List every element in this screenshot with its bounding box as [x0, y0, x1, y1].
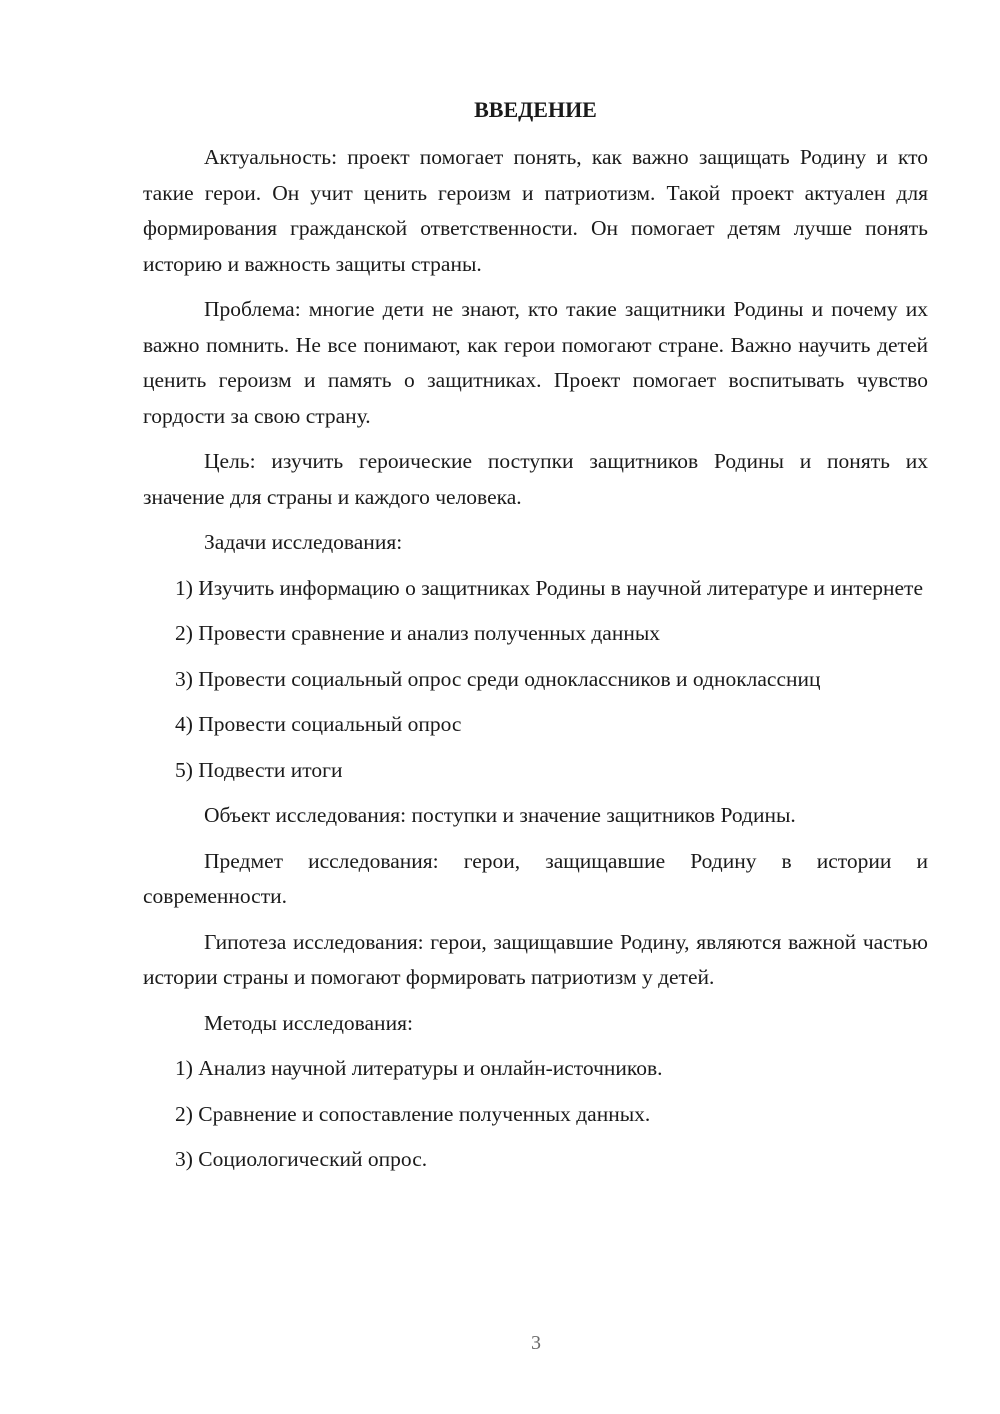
method-item-3: 3) Социологический опрос.: [175, 1147, 428, 1171]
page-content: [143, 94, 928, 1188]
task-item-2: 2) Провести сравнение и анализ полученных данных: [175, 621, 661, 645]
task-item-3: 3) Провести социальный опрос среди одноклассников и одноклассниц: [175, 666, 821, 691]
relevance-paragraph: Актуальность: проект помогает понять, как важно защищать Родину и кто такие герои. Он учит ценить героизм и патриотизм. Такой проект актуален для формирования гражданской ответственности. Он помогает детям лучше понять историю и важность защиты страны.: [143, 145, 928, 276]
tasks-heading: Задачи исследования:: [204, 530, 403, 554]
method-item-1: 1) Анализ научной литературы и онлайн-источников.: [175, 1056, 663, 1080]
page-title: ВВЕДЕНИЕ: [474, 97, 597, 122]
task-item-1: 1) Изучить информацию о защитниках Родины в научной литературе и интернете: [175, 575, 923, 600]
methods-heading: Методы исследования:: [204, 1010, 413, 1035]
problem-paragraph: Проблема: многие дети не знают, кто такие защитники Родины и почему их важно помнить. Не все понимают, как герои помогают стране. Важно научить детей ценить героизм и память о защитниках. Проект помогает воспитывать чувство гордости за свою страну.: [143, 297, 928, 428]
method-item-2: 2) Сравнение и сопоставление полученных данных.: [175, 1101, 651, 1126]
object-paragraph: Объект исследования: поступки и значение защитников Родины.: [204, 803, 796, 827]
goal-paragraph: Цель: изучить героические поступки защитников Родины и понять их значение для страны и каждого человека.: [143, 449, 928, 509]
task-item-5: 5) Подвести итоги: [175, 757, 343, 782]
page-number: 3: [531, 1332, 541, 1354]
task-item-4: 4) Провести социальный опрос: [175, 712, 462, 736]
hypothesis-paragraph: Гипотеза исследования: герои, защищавшие Родину, являются важной частью истории страны и помогают формировать патриотизм у детей.: [143, 929, 928, 989]
subject-paragraph: Предмет исследования: герои, защищавшие Родину в истории и современности.: [143, 848, 928, 908]
